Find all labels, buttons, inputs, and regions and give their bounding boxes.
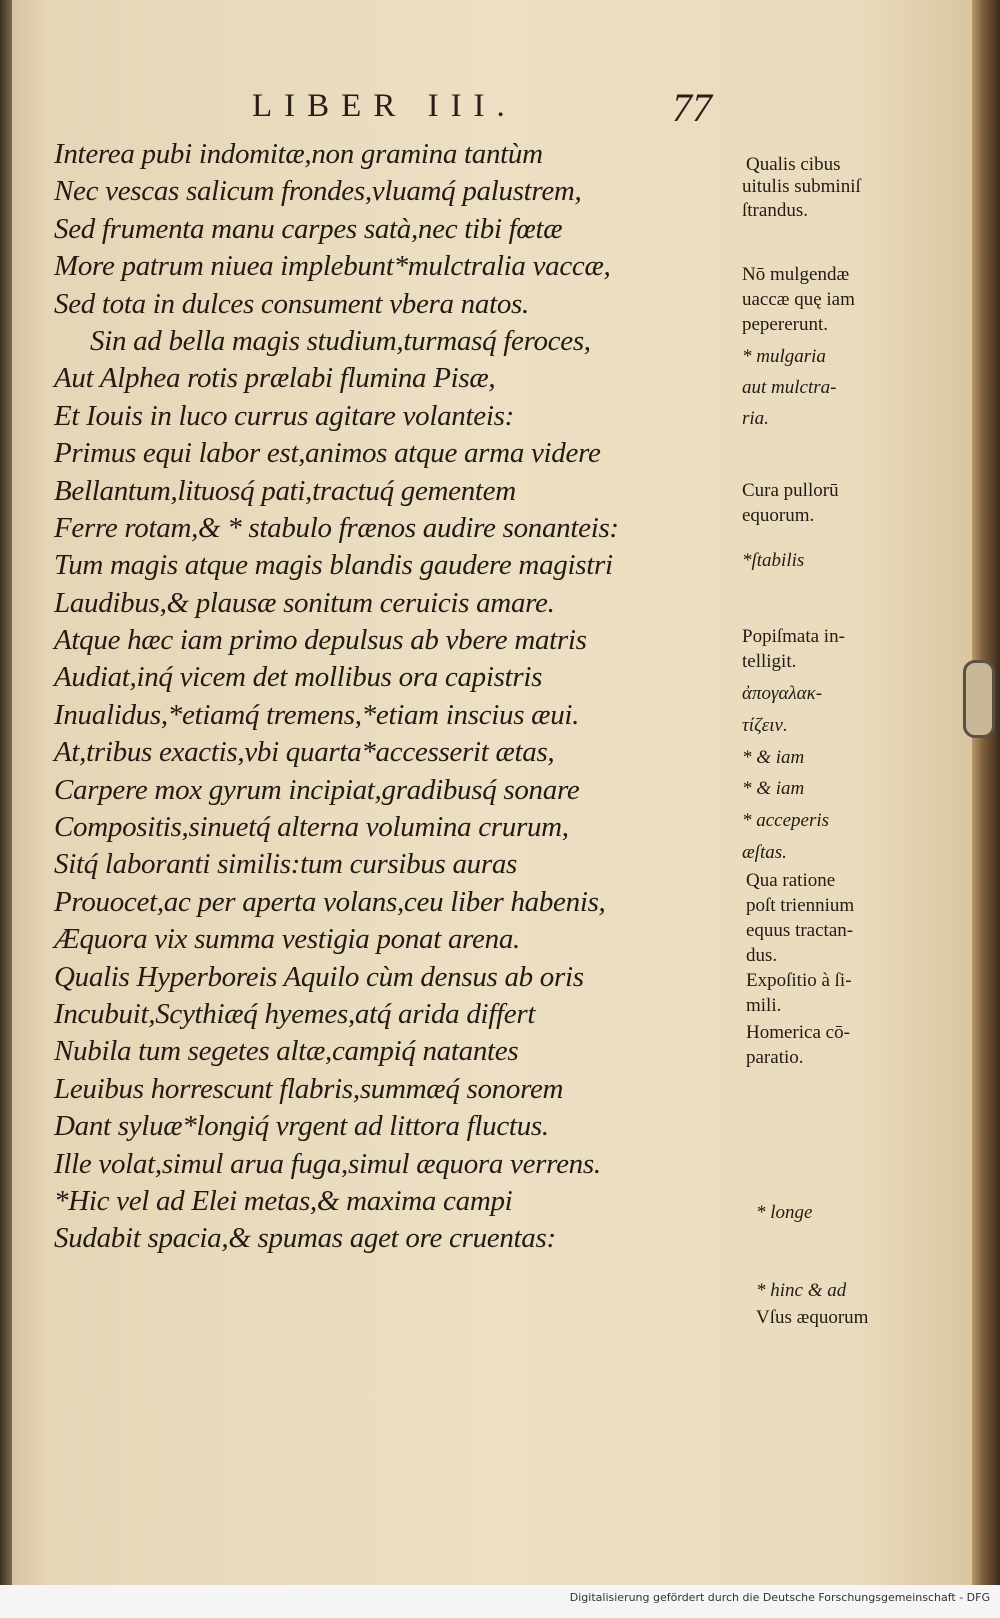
running-title: LIBER III. xyxy=(252,88,517,124)
verse-line: Dant syluæ*longiq́ vrgent ad littora fluctus. xyxy=(54,1110,549,1143)
verse-line: Laudibus,& plausæ sonitum ceruicis amare. xyxy=(54,586,555,619)
verse-line: Nec vescas salicum frondes,vluamq́ palustrem, xyxy=(54,175,582,208)
verse-line: More patrum niuea implebunt*mulctralia vaccæ, xyxy=(54,250,611,283)
margin-note: ria. xyxy=(742,408,769,429)
margin-note: Nō mulgendæ xyxy=(742,264,850,285)
margin-note: Expoſitio à ſi- xyxy=(746,970,852,991)
page-clip xyxy=(963,660,995,738)
digitization-credit: Digitalisierung gefördert durch die Deutsche Forschungsgemeinschaft - DFG xyxy=(569,1591,990,1604)
verse-line: Leuibus horrescunt flabris,summæq́ sonorem xyxy=(54,1072,564,1105)
verse-line: Audiat,inq́ vicem det mollibus ora capistris xyxy=(54,661,543,694)
verse-block xyxy=(54,136,734,1258)
margin-note: ἀπογαλακ- xyxy=(742,683,823,704)
margin-note: * longe xyxy=(756,1202,813,1223)
verse-line: Æquora vix summa vestigia ponat arena. xyxy=(54,923,520,956)
verse-line: At,tribus exactis,vbi quarta*accesserit ætas, xyxy=(54,736,555,769)
verse-line: Aut Alphea rotis prælabi flumina Pisæ, xyxy=(54,362,496,395)
margin-note: Homerica cō- xyxy=(746,1022,850,1043)
verse-line: Sitq́ laboranti similis:tum cursibus auras xyxy=(54,848,518,881)
margin-note: paratio. xyxy=(746,1047,804,1068)
margin-note: æſtas. xyxy=(742,842,787,863)
verse-line: *Hic vel ad Elei metas,& maxima campi xyxy=(54,1184,513,1217)
margin-note: Vſus æquorum xyxy=(756,1307,869,1328)
verse-line: Primus equi labor est,animos atque arma videre xyxy=(54,437,601,470)
margin-note: aut mulctra- xyxy=(742,377,837,398)
book-edge-right xyxy=(972,0,1000,1585)
verse-line: Bellantum,lituosq́ pati,tractuq́ gementem xyxy=(54,474,516,507)
verse-line: Ille volat,simul arua fuga,simul æquora verrens. xyxy=(54,1147,601,1180)
verse-line: Compositis,sinuetq́ alterna volumina crurum, xyxy=(54,811,569,844)
verse-line: Qualis Hyperboreis Aquilo cùm densus ab oris xyxy=(54,960,584,993)
margin-note: uaccæ quę iam xyxy=(742,289,855,310)
verse-line: Prouocet,ac per aperta volans,ceu liber habenis, xyxy=(54,885,606,918)
page-number: 77 xyxy=(672,85,712,130)
margin-note: τίζειν. xyxy=(742,715,788,736)
margin-note: equus tractan- xyxy=(746,920,854,941)
margin-note: * hinc & ad xyxy=(756,1280,847,1301)
verse-line: Ferre rotam,& * stabulo frænos audire sonanteis: xyxy=(54,511,619,544)
verse-line: Incubuit,Scythiæq́ hyemes,atq́ arida differt xyxy=(54,997,536,1030)
margin-note: Cura pullorū xyxy=(742,480,839,501)
margin-note: * acceperis xyxy=(742,810,830,831)
margin-note: ſtrandus. xyxy=(742,200,808,221)
margin-note: * & iam xyxy=(742,778,805,799)
margin-note: Qua ratione xyxy=(746,870,836,891)
verse-line: Sin ad bella magis studium,turmasq́ feroces, xyxy=(90,324,591,357)
margin-note: telligit. xyxy=(742,651,797,672)
margin-note: * mulgaria xyxy=(742,346,826,367)
verse-line: Inualidus,*etiamq́ tremens,*etiam inscius æui. xyxy=(54,698,580,731)
verse-line: Interea pubi indomitæ,non gramina tantùm xyxy=(54,138,543,170)
verse-line: Carpere mox gyrum incipiat,gradibusq́ sonare xyxy=(54,773,580,806)
margin-note: dus. xyxy=(746,945,778,966)
margin-note: poſt triennium xyxy=(746,895,855,916)
margin-note: equorum. xyxy=(742,505,815,526)
margin-note: pepererunt. xyxy=(742,314,828,335)
margin-note: Qualis cibus xyxy=(746,154,841,175)
margin-note: uitulis subminiſ xyxy=(742,176,861,197)
verse-line: Nubila tum segetes altæ,campiq́ natantes xyxy=(54,1035,519,1068)
verse-line: Sed frumenta manu carpes satà,nec tibi fœtæ xyxy=(54,212,563,245)
margin-note: Popiſmata in- xyxy=(742,626,845,647)
verse-line: Atque hæc iam primo depulsus ab vbere matris xyxy=(54,624,587,657)
verse-line: Et Iouis in luco currus agitare volanteis: xyxy=(54,399,514,432)
verse-line: Tum magis atque magis blandis gaudere magistri xyxy=(54,549,613,582)
margin-note: mili. xyxy=(746,995,782,1016)
margin-note: * & iam xyxy=(742,747,805,768)
verse-line: Sudabit spacia,& spumas aget ore cruentas: xyxy=(54,1222,556,1255)
verse-line: Sed tota in dulces consument vbera natos. xyxy=(54,287,529,320)
margin-note: *ſtabilis xyxy=(742,550,805,571)
